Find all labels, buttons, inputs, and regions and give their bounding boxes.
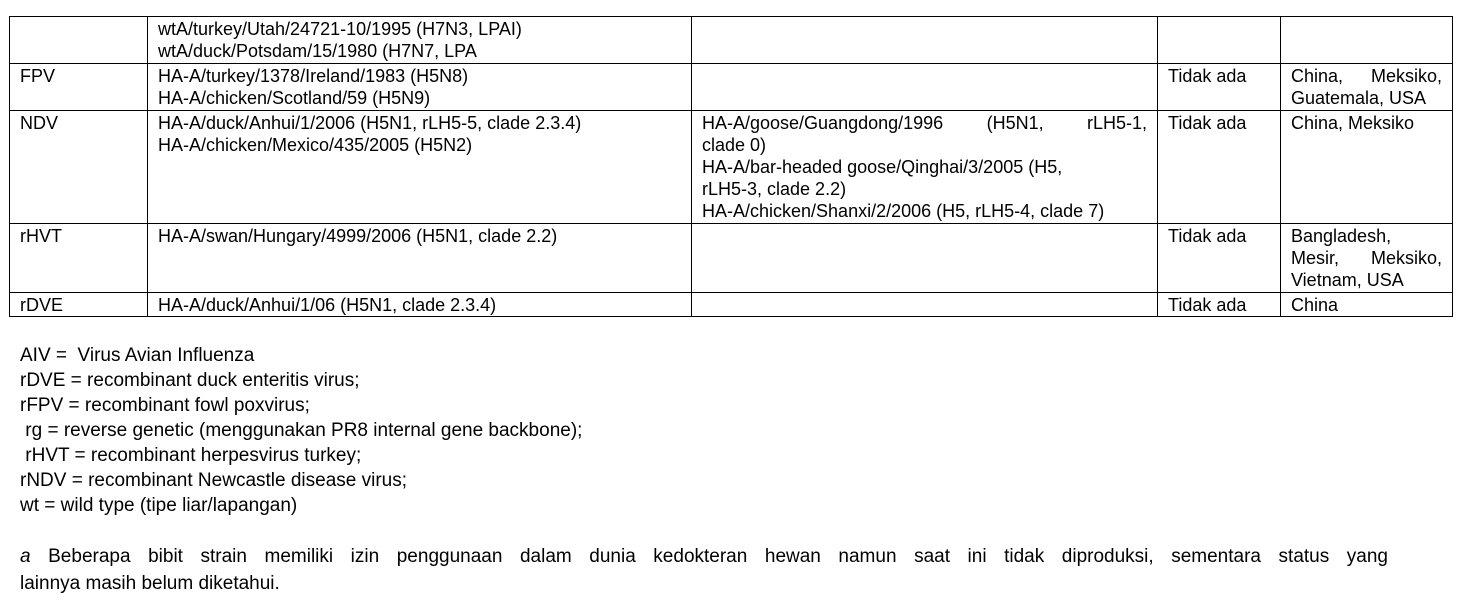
status-cell: Tidak ada (1158, 224, 1281, 293)
alt-strain-line: clade 0) (702, 135, 767, 155)
alt-strain-cell (692, 64, 1158, 111)
abbreviation-note: AIV = Virus Avian Influenza (20, 345, 255, 366)
status-cell: Tidak ada (1158, 111, 1281, 224)
status-cell: Tidak ada (1158, 64, 1281, 111)
table-row (10, 224, 1453, 293)
status-cell: Tidak ada (1158, 293, 1281, 317)
alt-strain-line: HA-A/chicken/Shanxi/2/2006 (H5, rLH5-4, clade 7) (702, 201, 1105, 221)
footnote-line-1 (20, 543, 1388, 570)
alt-strain-line: HA-A/goose/Guangdong/1996 (H5N1, rLH5-1, (702, 113, 1147, 133)
table-row (10, 64, 1453, 111)
abbreviation-note: wt = wild type (tipe liar/lapangan) (20, 495, 298, 516)
footnote-line-2: lainnya masih belum diketahui. (20, 573, 280, 594)
strain-line: HA-A/chicken/Scotland/59 (H5N9) (158, 88, 431, 108)
strain-cell (148, 64, 692, 111)
strain-line: wtA/turkey/Utah/24721-10/1995 (H7N3, LPAI) (158, 19, 522, 39)
country-line: Mesir, Meksiko, (1291, 248, 1442, 268)
country-line: China, Meksiko (1291, 113, 1415, 133)
country-cell (1281, 293, 1453, 317)
alt-strain-line: rLH5-3, clade 2.2) (702, 179, 847, 199)
abbreviation-note: rg = reverse genetic (menggunakan PR8 internal gene backbone); (20, 420, 583, 441)
strain-line: HA-A/duck/Anhui/1/06 (H5N1, clade 2.3.4) (158, 295, 497, 315)
vector-cell: FPV (10, 64, 148, 111)
strain-cell (148, 111, 692, 224)
alt-strain-cell (692, 17, 1158, 64)
country-line: China (1291, 295, 1339, 315)
strain-line: HA-A/chicken/Mexico/435/2005 (H5N2) (158, 135, 473, 155)
strain-cell (148, 17, 692, 64)
vector-cell: rHVT (10, 224, 148, 293)
country-line: China, Meksiko, (1291, 66, 1442, 86)
vector-cell: rDVE (10, 293, 148, 317)
alt-strain-cell (692, 111, 1158, 224)
country-cell (1281, 17, 1453, 64)
abbreviation-note: rDVE = recombinant duck enteritis virus; (20, 370, 360, 391)
footnote-marker: a (20, 546, 31, 567)
abbreviation-note: rFPV = recombinant fowl poxvirus; (20, 395, 310, 416)
table-row (10, 293, 1453, 317)
alt-strain-line: HA-A/bar-headed goose/Qinghai/3/2005 (H5, (702, 157, 1063, 177)
strain-line: HA-A/duck/Anhui/1/2006 (H5N1, rLH5-5, clade 2.3.4) (158, 113, 582, 133)
abbreviation-note: rNDV = recombinant Newcastle disease virus; (20, 470, 408, 491)
footnote-text-1: Beberapa bibit strain memiliki izin penggunaan dalam dunia kedokteran hewan namun saat ini tidak diproduksi, sementara status yang (30, 546, 1388, 567)
country-cell (1281, 224, 1453, 293)
footnote (20, 543, 1388, 597)
country-cell (1281, 111, 1453, 224)
strain-line: wtA/duck/Potsdam/15/1980 (H7N7, LPA (158, 41, 477, 61)
strain-cell (148, 224, 692, 293)
abbreviation-notes (20, 343, 582, 518)
country-line: Guatemala, USA (1291, 88, 1427, 108)
strain-line: HA-A/swan/Hungary/4999/2006 (H5N1, clade 2.2) (158, 226, 558, 246)
alt-strain-cell (692, 224, 1158, 293)
country-cell (1281, 64, 1453, 111)
vector-cell: NDV (10, 111, 148, 224)
vaccine-table (9, 16, 1453, 317)
abbreviation-note: rHVT = recombinant herpesvirus turkey; (20, 445, 362, 466)
status-cell (1158, 17, 1281, 64)
strain-cell (148, 293, 692, 317)
country-line: Bangladesh, (1291, 226, 1392, 246)
strain-line: HA-A/turkey/1378/Ireland/1983 (H5N8) (158, 66, 469, 86)
table-row (10, 111, 1453, 224)
country-line: Vietnam, USA (1291, 270, 1404, 290)
vector-cell (10, 17, 148, 64)
table-row (10, 17, 1453, 64)
alt-strain-cell (692, 293, 1158, 317)
